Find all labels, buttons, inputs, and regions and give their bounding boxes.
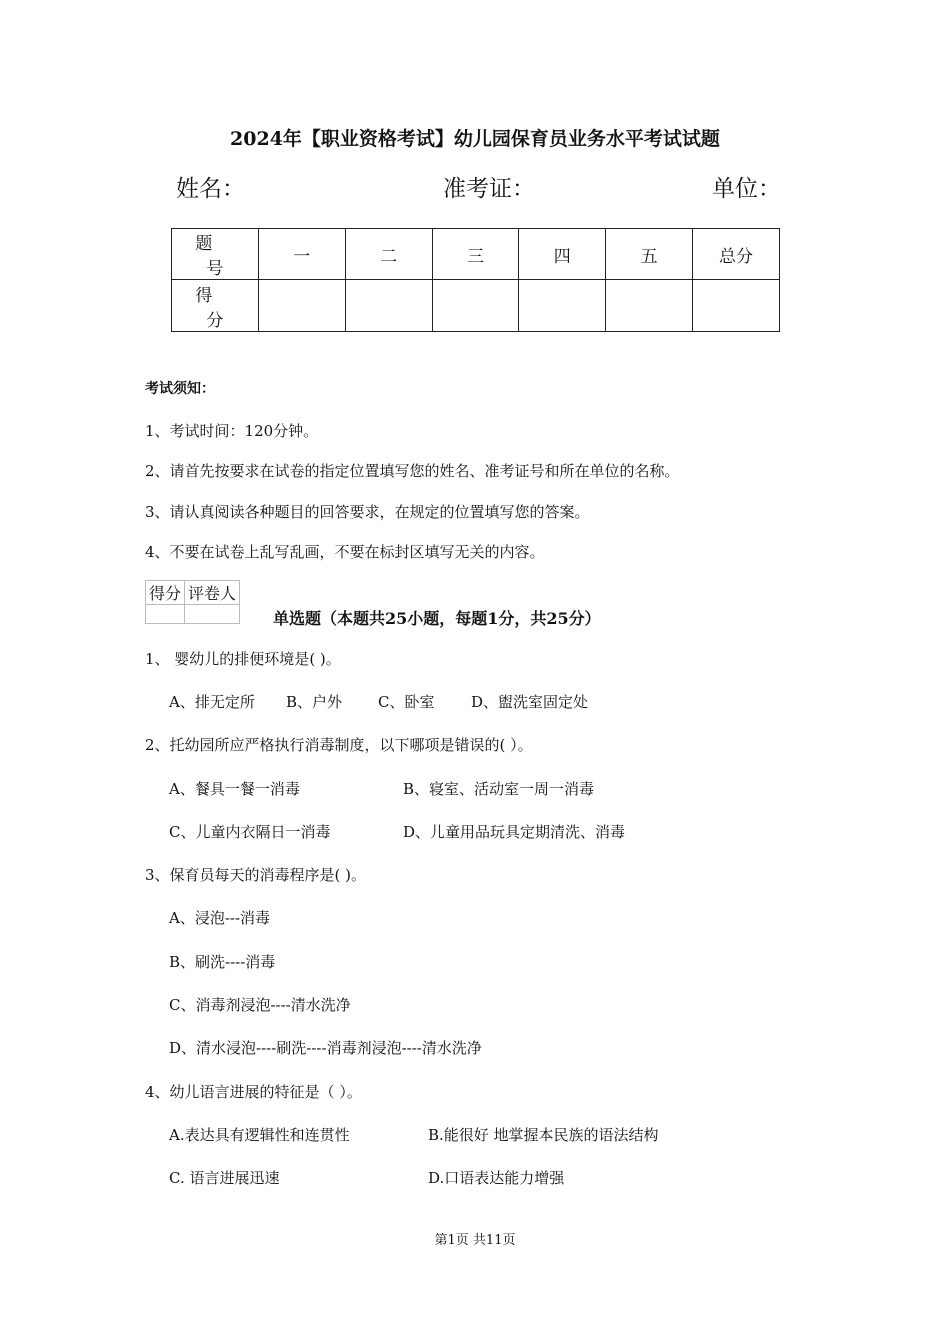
option-a: A.表达具有逻辑性和连贯性 (169, 1126, 350, 1144)
page-footer: 第1页 共11页 (434, 1233, 516, 1248)
exam-title: 2024年【职业资格考试】幼儿园保育员业务水平考试试题 (230, 128, 720, 150)
grader-reviewer-label: 评卷人 (185, 581, 240, 605)
grader-score-cell[interactable] (146, 605, 185, 624)
name-label: 姓名： (176, 176, 245, 202)
question-stem: 3、保育员每天的消毒程序是( )。 (145, 866, 367, 884)
score-table-score-row (172, 280, 780, 332)
score-cell-5[interactable] (606, 280, 693, 332)
question-number-header: 题 号 (172, 229, 259, 280)
question-stem: 4、幼儿语言进展的特征是（ ）。 (145, 1083, 362, 1101)
option-c: C. 语言进展迅速 (169, 1169, 280, 1187)
score-row-label: 得 分 (172, 280, 259, 332)
option-a: A、浸泡---消毒 (169, 909, 271, 927)
column-5-header: 五 (606, 229, 693, 280)
note-item: 1、考试时间：120分钟。 (145, 422, 319, 440)
option-a: A、排无定所 (169, 693, 255, 711)
grader-box (145, 580, 240, 624)
unit-label: 单位： (712, 176, 781, 202)
score-table (171, 228, 780, 332)
option-c: C、消毒剂浸泡----清水洗净 (169, 996, 351, 1014)
column-4-header: 四 (519, 229, 606, 280)
note-item: 4、不要在试卷上乱写乱画，不要在标封区填写无关的内容。 (145, 543, 545, 561)
score-table-header-row (172, 229, 780, 280)
option-c: C、儿童内衣隔日一消毒 (169, 823, 331, 841)
note-item: 3、请认真阅读各种题目的回答要求，在规定的位置填写您的答案。 (145, 503, 590, 521)
question-stem: 2、托幼园所应严格执行消毒制度，以下哪项是错误的( ）。 (145, 736, 533, 754)
grader-reviewer-cell[interactable] (185, 605, 240, 624)
notes-title: 考试须知： (145, 381, 215, 397)
option-b: B、刷洗----消毒 (169, 953, 276, 971)
option-d: D、盥洗室固定处 (471, 693, 589, 711)
option-d: D、清水浸泡----刷洗----消毒剂浸泡----清水洗净 (169, 1039, 482, 1057)
score-cell-total[interactable] (693, 280, 780, 332)
column-2-header: 二 (345, 229, 432, 280)
score-cell-4[interactable] (519, 280, 606, 332)
score-cell-1[interactable] (258, 280, 345, 332)
total-header: 总分 (693, 229, 780, 280)
note-item: 2、请首先按要求在试卷的指定位置填写您的姓名、准考证号和所在单位的名称。 (145, 462, 680, 480)
exam-id-label: 准考证： (443, 176, 535, 202)
option-a: A、餐具一餐一消毒 (169, 780, 300, 798)
option-b: B、户外 (286, 693, 343, 711)
score-cell-2[interactable] (345, 280, 432, 332)
column-3-header: 三 (432, 229, 519, 280)
question-stem: 1、 婴幼儿的排便环境是( )。 (145, 650, 341, 668)
score-cell-3[interactable] (432, 280, 519, 332)
option-c: C、卧室 (378, 693, 435, 711)
grader-score-label: 得分 (146, 581, 185, 605)
section-title: 单选题（本题共25小题，每题1分，共25分） (273, 609, 601, 628)
option-d: D、儿童用品玩具定期清洗、消毒 (403, 823, 626, 841)
option-d: D.口语表达能力增强 (428, 1169, 565, 1187)
option-b: B、寝室、活动室一周一消毒 (403, 780, 595, 798)
column-1-header: 一 (258, 229, 345, 280)
option-b: B.能很好 地掌握本民族的语法结构 (428, 1126, 659, 1144)
